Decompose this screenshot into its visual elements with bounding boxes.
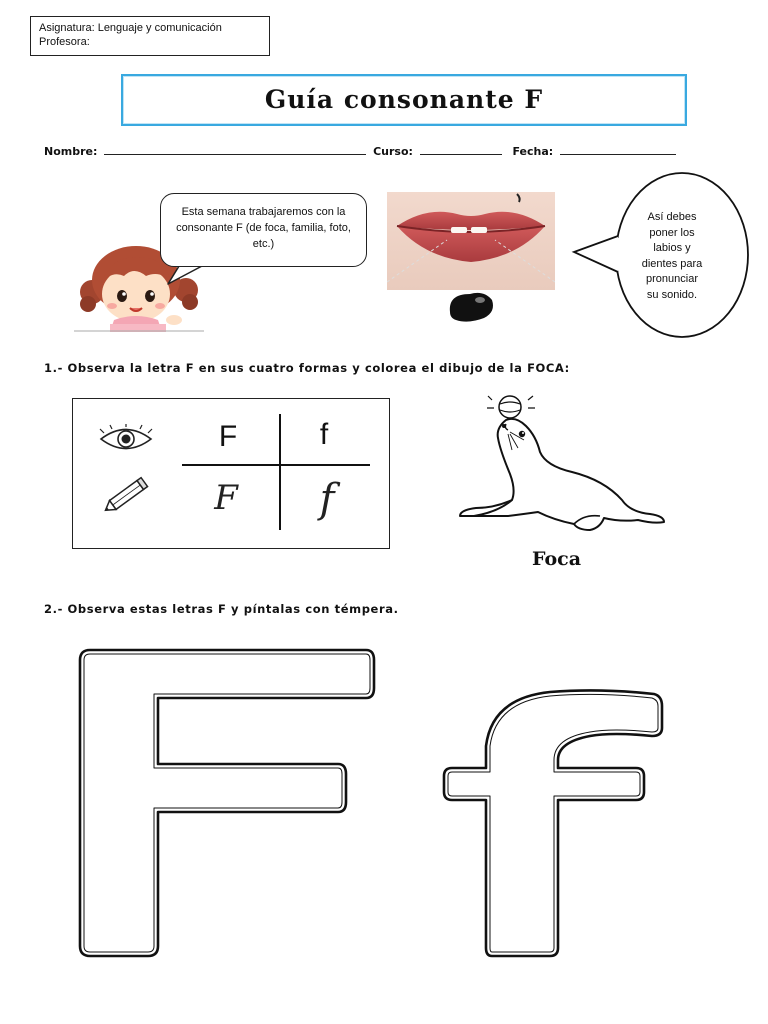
- pencil-icon: [100, 476, 152, 516]
- outline-letter-lower-f[interactable]: [440, 686, 670, 964]
- bubble-line: su sonido.: [646, 288, 698, 301]
- name-label: Nombre:: [44, 145, 98, 158]
- letter-lower-print: f: [319, 418, 329, 451]
- bubble-line: Así debes: [647, 211, 697, 223]
- subject-label: Asignatura: Lenguaje y comunicación: [39, 22, 222, 34]
- speech-bubble-left-text: Esta semana trabajaremos con la consonante F (de foca, familia, foto, etc.): [176, 206, 351, 250]
- name-field[interactable]: [104, 144, 366, 155]
- page-title: Guía consonante F: [264, 85, 544, 114]
- instruction-1: 1.- Observa la letra F en sus cuatro formas y colorea el dibujo de la FOCA:: [44, 361, 570, 375]
- student-fields: [44, 144, 679, 158]
- eye-icon: [98, 424, 154, 454]
- letter-lower-cursive: f: [319, 476, 335, 522]
- bean-decoration: [446, 288, 496, 324]
- subject-header-box: [30, 16, 270, 56]
- outline-letter-upper-f[interactable]: [76, 646, 378, 962]
- speech-bubble-right-text: [632, 210, 712, 303]
- teacher-label: Profesora:: [39, 36, 90, 48]
- letter-upper-cursive: F: [214, 478, 238, 518]
- title-box: [121, 74, 687, 126]
- seal-illustration[interactable]: [454, 390, 670, 540]
- date-label: Fecha:: [512, 145, 554, 158]
- speech-bubble-left: [160, 193, 367, 267]
- bubble-line: labios y: [653, 242, 691, 254]
- letter-upper-print: F: [218, 420, 238, 453]
- instruction-2: 2.- Observa estas letras F y píntalas con témpera.: [44, 602, 399, 616]
- bubble-line: pronunciar: [646, 273, 698, 285]
- seal-caption: Foca: [532, 548, 582, 570]
- lips-photo: [387, 192, 555, 290]
- bubble-line: dientes para: [641, 257, 703, 270]
- bubble-line: poner los: [649, 226, 695, 239]
- course-field[interactable]: [420, 144, 502, 155]
- date-field[interactable]: [560, 144, 676, 155]
- course-label: Curso:: [373, 145, 413, 158]
